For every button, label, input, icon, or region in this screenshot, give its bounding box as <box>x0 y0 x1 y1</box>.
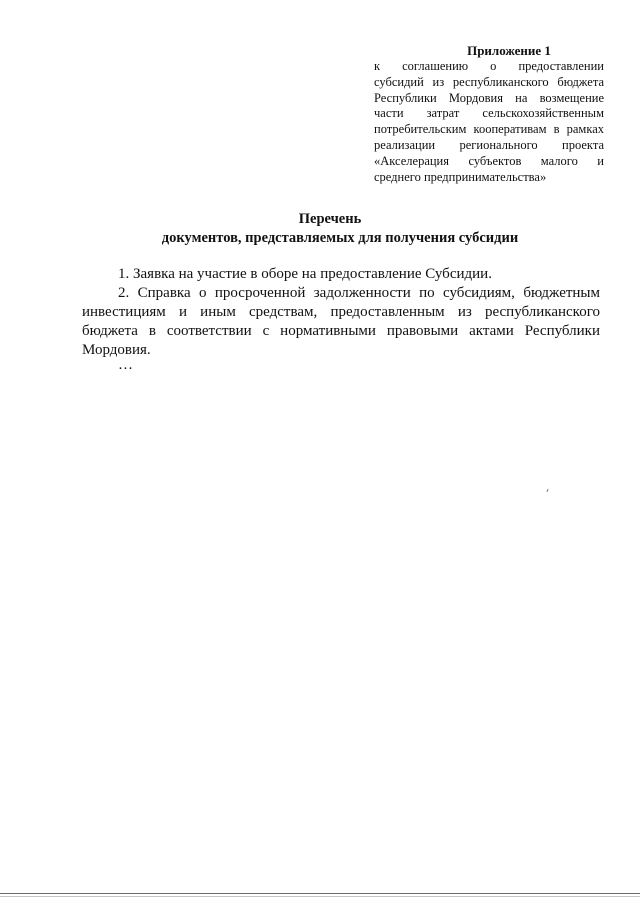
appendix-line: Республики Мордовия на возмещение <box>374 90 604 105</box>
appendix-block <box>374 43 604 185</box>
appendix-line: субсидий из республиканского бюджета <box>374 74 604 89</box>
heading-title: Перечень <box>298 211 362 227</box>
appendix-title: Приложение 1 <box>467 43 551 58</box>
scan-speck <box>547 489 549 492</box>
list-item-2-line: инвестициям и иным средствам, предоставленным из республиканского <box>82 304 600 320</box>
appendix-line: «Акселерация субъектов малого и <box>374 153 604 168</box>
document-list <box>82 265 600 372</box>
list-item-2-line: Мордовия. <box>82 342 151 358</box>
appendix-line: потребительским кооперативам в рамках <box>374 122 604 137</box>
heading-subtitle: документов, представляемых для получения субсидии <box>161 230 519 246</box>
scan-edge-line-faint <box>0 896 640 897</box>
list-item-1: 1. Заявка на участие в оборе на предоставление Субсидии. <box>118 266 492 282</box>
scan-edge-line <box>0 893 640 894</box>
list-item-2-line: бюджета в соответствии с нормативными правовыми актами Республики <box>82 323 600 339</box>
appendix-line: реализации регионального проекта <box>374 137 604 152</box>
appendix-text <box>374 59 604 185</box>
appendix-line: среднего предпринимательства» <box>374 169 547 184</box>
appendix-line: части затрат сельскохозяйственным <box>374 106 604 121</box>
appendix-line: к соглашению о предоставлении <box>374 59 604 73</box>
document-heading <box>100 210 560 248</box>
ellipsis: … <box>118 357 133 373</box>
list-item-2-line: 2. Справка о просроченной задолженности по субсидиям, бюджетным <box>118 285 600 301</box>
